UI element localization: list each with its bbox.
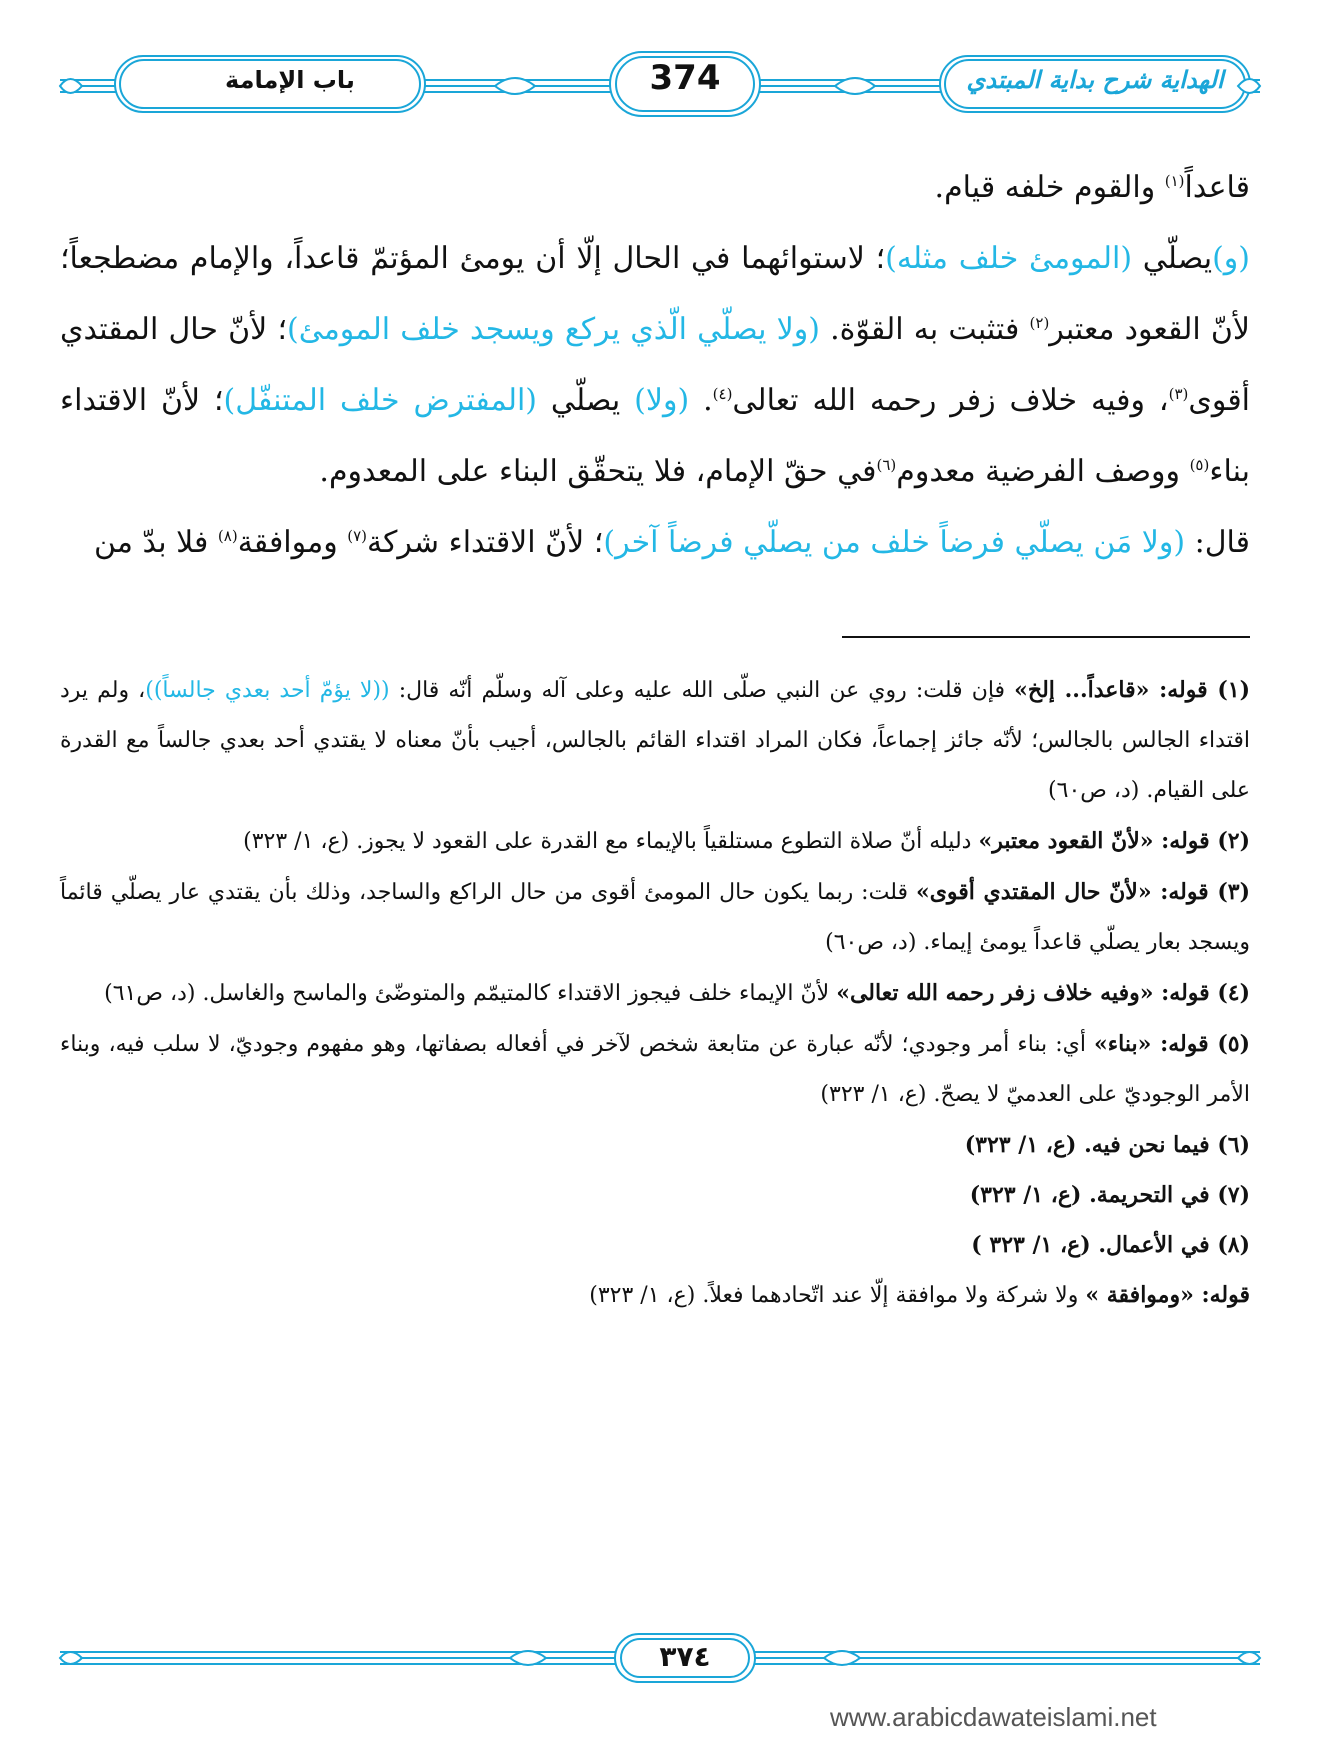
text-run: لأنّ الإيماء خلف فيجوز الاقتداء كالمتيمّم والمتوضّئ والماسح والغاسل. (د، ص٦١) (104, 981, 837, 1006)
footnote-2 (60, 816, 1250, 867)
footnote-separator (842, 636, 1250, 638)
footnote-ref[interactable]: (٨) (217, 527, 238, 545)
footnote-keyword: قوله: «لأنّ القعود معتبر» (978, 828, 1210, 854)
footnote-keyword: قوله: «وفيه خلاف زفر رحمه الله تعالى» (836, 980, 1210, 1006)
footnote-ref[interactable]: (٦) (876, 456, 897, 474)
text-run: قال: (1185, 525, 1250, 560)
matn-text: (ولا يصلّي الّذي يركع ويسجد خلف المومئ) (287, 312, 820, 347)
text-run: والقوم خلفه قيام. (934, 170, 1165, 205)
footnote-ref[interactable]: (٧) (347, 527, 367, 545)
footnote-7: (٧) في التحريمة. (ع، ١/ ٣٢٣) (969, 1182, 1250, 1208)
matn-text: (المومئ خلف مثله) (885, 241, 1133, 276)
footnote-keyword: قوله: «قاعداً... إلخ» (1014, 677, 1208, 703)
footnote-keyword: قوله: «بناء» (1094, 1031, 1209, 1057)
text-run: قاعداً (1184, 170, 1250, 205)
chapter-title: باب الإمامة (225, 66, 355, 94)
text-run: أي: بناء أمر وجودي؛ لأنّه عبارة عن متابعة شخص لآخر في أفعاله بصفاتها، وهو مفهوم وجوديّ، لا سلب فيه، وبناء الأمر الوجوديّ على العدميّ لا يصحّ. (ع، ١/ ٣٢٣) (60, 1032, 1250, 1107)
text-run: يصلّي (1132, 241, 1213, 276)
page-footer (40, 1630, 1280, 1686)
footnote-1 (60, 665, 1250, 816)
footnote-number: (٥) (1208, 1031, 1250, 1057)
matn-text: (ولا مَن يصلّي فرضاً خلف من يصلّي فرضاً آخر) (603, 525, 1186, 560)
text-run: قلت: ربما يكون حال المومئ أقوى من حال الراكع والساجد، وذلك بأن يقتدي عار يصلّي قائماً ويسجد بعار يصلّي قاعداً يومئ إيماء. (د، ص٦٠) (60, 880, 1250, 955)
footnote-ref[interactable]: (١) (1164, 172, 1185, 190)
website-url[interactable]: www.arabicdawateislami.net (830, 1702, 1157, 1732)
footnote-number: (٤) (1209, 980, 1250, 1006)
main-paragraph-2 (60, 223, 1250, 507)
text-run: ؛ لأنّ الاقتداء شركة (367, 525, 604, 560)
text-run: فإن قلت: روي عن النبي صلّى الله عليه وعلى آله وسلّم أنّه قال: (389, 678, 1015, 703)
footnote-ref[interactable]: (٣) (1168, 385, 1189, 403)
main-paragraph-1 (60, 152, 1250, 223)
text-run: ؛ لأنّ الاقتداء بناء (60, 383, 1250, 489)
footnote-8: (٨) في الأعمال. (ع، ١/ ٣٢٣ ) (971, 1232, 1250, 1258)
text-run: ؛ لأنّ حال المقتدي أقوى (60, 312, 1251, 418)
text-run: دليله أنّ صلاة التطوع مستلقياً بالإيماء مع القدرة على القعود لا يجوز. (ع، ١/ ٣٢٣) (243, 829, 979, 854)
footnote-ref[interactable]: (٤) (712, 385, 733, 403)
hadith-quote: ((لا يؤمّ أحد بعدي جالساً)) (145, 678, 390, 703)
page-header (40, 50, 1280, 120)
page-number: 374 (649, 58, 721, 98)
text-run: ، ولم يرد اقتداء الجالس بالجالس؛ لأنّه جائز إجماعاً، فكان المراد اقتداء القائم بالجالس، أجيب بأنّ معناه لا يقتدي أحد بعدي جالساً مع القدرة على القيام. (د، ص٦٠) (60, 678, 1250, 803)
text-run: ؛ لاستوائهما في الحال إلّا أن يومئ المؤتمّ قاعداً، والإمام مضطجعاً؛ لأنّ القعود معتبر (60, 241, 1250, 347)
footnote-3 (60, 867, 1250, 968)
footnote-number: (٢) (1209, 828, 1250, 854)
text-run: ، وفيه خلاف زفر رحمه الله تعالى (732, 383, 1169, 418)
footnote-ref[interactable]: (٥) (1189, 456, 1210, 474)
main-paragraph-3 (60, 507, 1250, 578)
text-run: في حقّ الإمام، فلا يتحقّق البناء على المعدوم. (319, 454, 877, 489)
footnote-keyword: قوله: «وموافقة » (1085, 1282, 1250, 1308)
footnote-number: (٣) (1208, 879, 1250, 905)
footer-page-number: ٣٧٤ (659, 1640, 711, 1673)
footnote-number: (١) (1207, 677, 1250, 703)
footnote-keyword: قوله: «لأنّ حال المقتدي أقوى» (915, 879, 1209, 905)
text-run: ووصف الفرضية معدوم (896, 454, 1190, 489)
footnote-9 (60, 1270, 1250, 1321)
text-run: وموافقة (237, 525, 348, 560)
text-run: فتثبت به القوّة. (819, 312, 1030, 347)
text-run: . (689, 383, 713, 418)
main-text (60, 152, 1250, 578)
text-run: فلا بدّ من (94, 525, 218, 560)
matn-text: (ولا) (634, 383, 690, 418)
footnote-4 (60, 968, 1250, 1019)
matn-text: (و) (1212, 241, 1250, 276)
book-title: الهداية شرح بداية المبتدي (966, 66, 1224, 94)
footnote-5 (60, 1019, 1250, 1120)
text-run: ولا شركة ولا موافقة إلّا عند اتّحادهما فعلاً. (ع، ١/ ٣٢٣) (589, 1283, 1086, 1308)
text-run: يصلّي (537, 383, 635, 418)
footnote-ref[interactable]: (٢) (1029, 314, 1050, 332)
matn-text: (المفترض خلف المتنفّل) (223, 383, 538, 418)
footnotes (60, 665, 1250, 1321)
footnote-6: (٦) فيما نحن فيه. (ع، ١/ ٣٢٣) (964, 1132, 1250, 1158)
